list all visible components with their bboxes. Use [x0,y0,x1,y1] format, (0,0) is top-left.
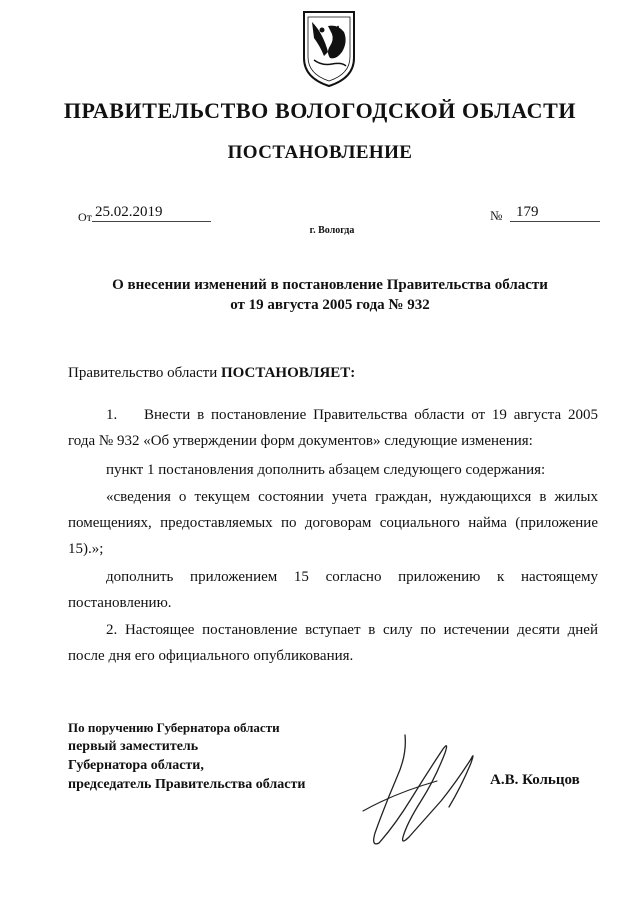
intro-bold: ПОСТАНОВЛЯЕТ: [220,365,356,381]
item-1-quote: «сведения о текущем состоянии учета граждан, нуждающихся в жилых помещениях, предоставляемых по договорам социального найма (приложение 15).»; [68,489,598,557]
document-type: ПОСТАНОВЛЕНИЕ [227,142,413,163]
item-2-paragraph: 2. Настоящее постановление вступает в силу по истечении десяти дней после дня его официального опубликования. [68,622,598,664]
signatory-line-2: первый заместитель [68,739,199,754]
document-number: 179 [510,204,600,222]
item-1-text: Внести в постановление Правительства области от 19 августа 2005 года № 932 «Об утверждении форм документов» следующие изменения: [68,407,598,449]
document-date: 25.02.2019 [92,204,211,222]
item-1-sub-2: дополнить приложением 15 согласно приложению к настоящему постановлению. [68,569,598,611]
organization-title: ПРАВИТЕЛЬСТВО ВОЛОГОДСКОЙ ОБЛАСТИ [63,98,577,123]
subject-line-1: О внесении изменений в постановление Правительства области [112,277,548,293]
number-prefix: № [490,208,503,223]
handwritten-signature-icon [345,715,495,865]
signatory-line-3: Губернатора области, [68,758,204,773]
document-subject [60,275,600,315]
item-1-paragraph [68,402,598,454]
intro-paragraph [68,360,355,386]
item-1-number: 1. [106,407,118,423]
coat-of-arms-icon [298,8,360,88]
city: г. Вологда [309,225,355,236]
signatory-line-4: председатель Правительства области [68,777,306,792]
signatory-block [68,718,305,794]
signatory-line-1: По поручению Губернатора области [68,720,280,735]
item-1-sub-1: пункт 1 постановления дополнить абзацем следующего содержания: [106,462,546,478]
signatory-name: А.В. Кольцов [490,772,580,788]
subject-line-2: от 19 августа 2005 года № 932 [230,297,430,313]
intro-plain: Правительство области [68,365,221,381]
date-prefix: От [78,210,92,224]
